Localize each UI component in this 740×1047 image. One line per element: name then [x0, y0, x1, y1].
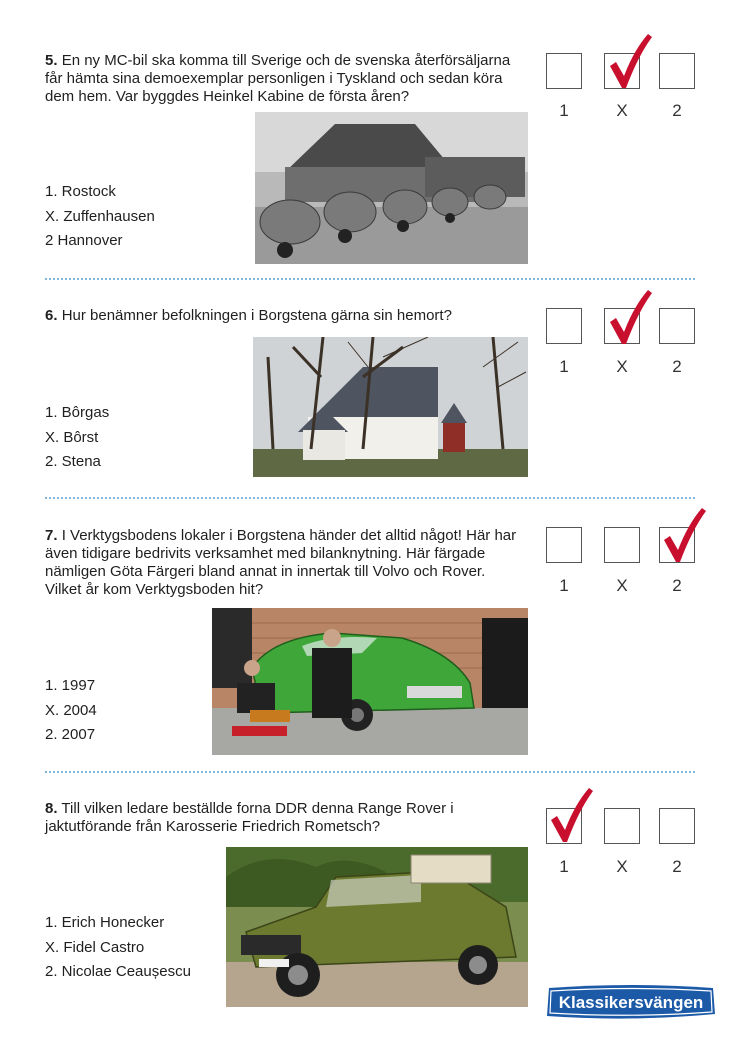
- question-text: 7. I Verktygsbodens lokaler i Borgstena händer det alltid något! Här har även tidigare bedrivits verksamhet med bilanknytning. Här färgade nämligen Göta Färgeri bland annat in innertak till Volvo och Rover. Vilket år kom Verktygsboden hit?: [45, 527, 517, 598]
- question-text: 6. Hur benämner befolkningen i Borgstena gärna sin hemort?: [45, 307, 452, 324]
- answer-box-1[interactable]: [546, 527, 582, 563]
- box-label-2: 2: [672, 857, 682, 876]
- box-label-1: 1: [559, 576, 569, 595]
- answer-options: [45, 674, 97, 748]
- option-1: 1. Rostock: [45, 183, 116, 200]
- section-divider: [45, 278, 695, 280]
- range-rover-photo: [226, 847, 528, 1007]
- option-x: X. Bôrst: [45, 428, 99, 446]
- option-1: 1. 1997: [45, 677, 96, 694]
- option-x: X. 2004: [45, 701, 97, 719]
- answer-box-1[interactable]: [546, 53, 582, 89]
- option-x: X. Fidel Castro: [45, 938, 145, 956]
- answer-box-x[interactable]: [604, 308, 640, 344]
- box-label-x: X: [616, 357, 628, 376]
- answer-box-2[interactable]: [659, 808, 695, 844]
- box-label-1: 1: [559, 857, 569, 876]
- option-1: 1. Bôrgas: [45, 404, 110, 421]
- answer-options: [45, 401, 109, 475]
- answer-box-x[interactable]: [604, 527, 640, 563]
- answer-box-2[interactable]: [659, 53, 695, 89]
- answer-box-2[interactable]: [659, 308, 695, 344]
- option-2: 2. Stena: [45, 453, 101, 470]
- logo-text: Klassikersvängen: [558, 993, 704, 1012]
- box-label-2: 2: [672, 576, 682, 595]
- box-label-1: 1: [559, 101, 569, 120]
- box-label-x: X: [616, 576, 628, 595]
- answer-box-1[interactable]: [546, 808, 582, 844]
- question-number: 8.: [45, 800, 58, 817]
- option-1: 1. Erich Honecker: [45, 914, 165, 931]
- section-divider: [45, 771, 695, 773]
- box-label-2: 2: [672, 357, 682, 376]
- answer-box-x[interactable]: [604, 808, 640, 844]
- borgstena-church-photo: [253, 337, 528, 477]
- answer-box-1[interactable]: [546, 308, 582, 344]
- box-label-2: 2: [672, 101, 682, 120]
- option-2: 2. Nicolae Ceaușescu: [45, 963, 191, 980]
- box-label-x: X: [616, 857, 628, 876]
- option-2: 2 Hannover: [45, 232, 123, 249]
- answer-box-2[interactable]: [659, 527, 695, 563]
- section-divider: [45, 497, 695, 499]
- answer-options: [45, 911, 191, 985]
- verktygsboden-workshop-photo: [212, 608, 528, 755]
- question-text: 5. En ny MC-bil ska komma till Sverige och de svenska återförsäljarna får hämta sina demoexemplar personligen i Tyskland och sedan köra dem hem. Var byggdes Heinkel Kabine de första åren?: [45, 52, 511, 105]
- heinkel-factory-photo: [255, 112, 528, 264]
- klassikersvangen-logo: [545, 984, 717, 1022]
- question-number: 6.: [45, 307, 58, 324]
- question-text: 8. Till vilken ledare beställde forna DDR denna Range Rover i jaktutförande från Karosserie Friedrich Rometsch?: [45, 800, 454, 835]
- question-number: 7.: [45, 527, 58, 544]
- answer-box-x[interactable]: [604, 53, 640, 89]
- question-number: 5.: [45, 52, 58, 69]
- box-label-x: X: [616, 101, 628, 120]
- option-2: 2. 2007: [45, 726, 96, 743]
- option-x: X. Zuffenhausen: [45, 207, 155, 225]
- box-label-1: 1: [559, 357, 569, 376]
- answer-options: [45, 180, 155, 254]
